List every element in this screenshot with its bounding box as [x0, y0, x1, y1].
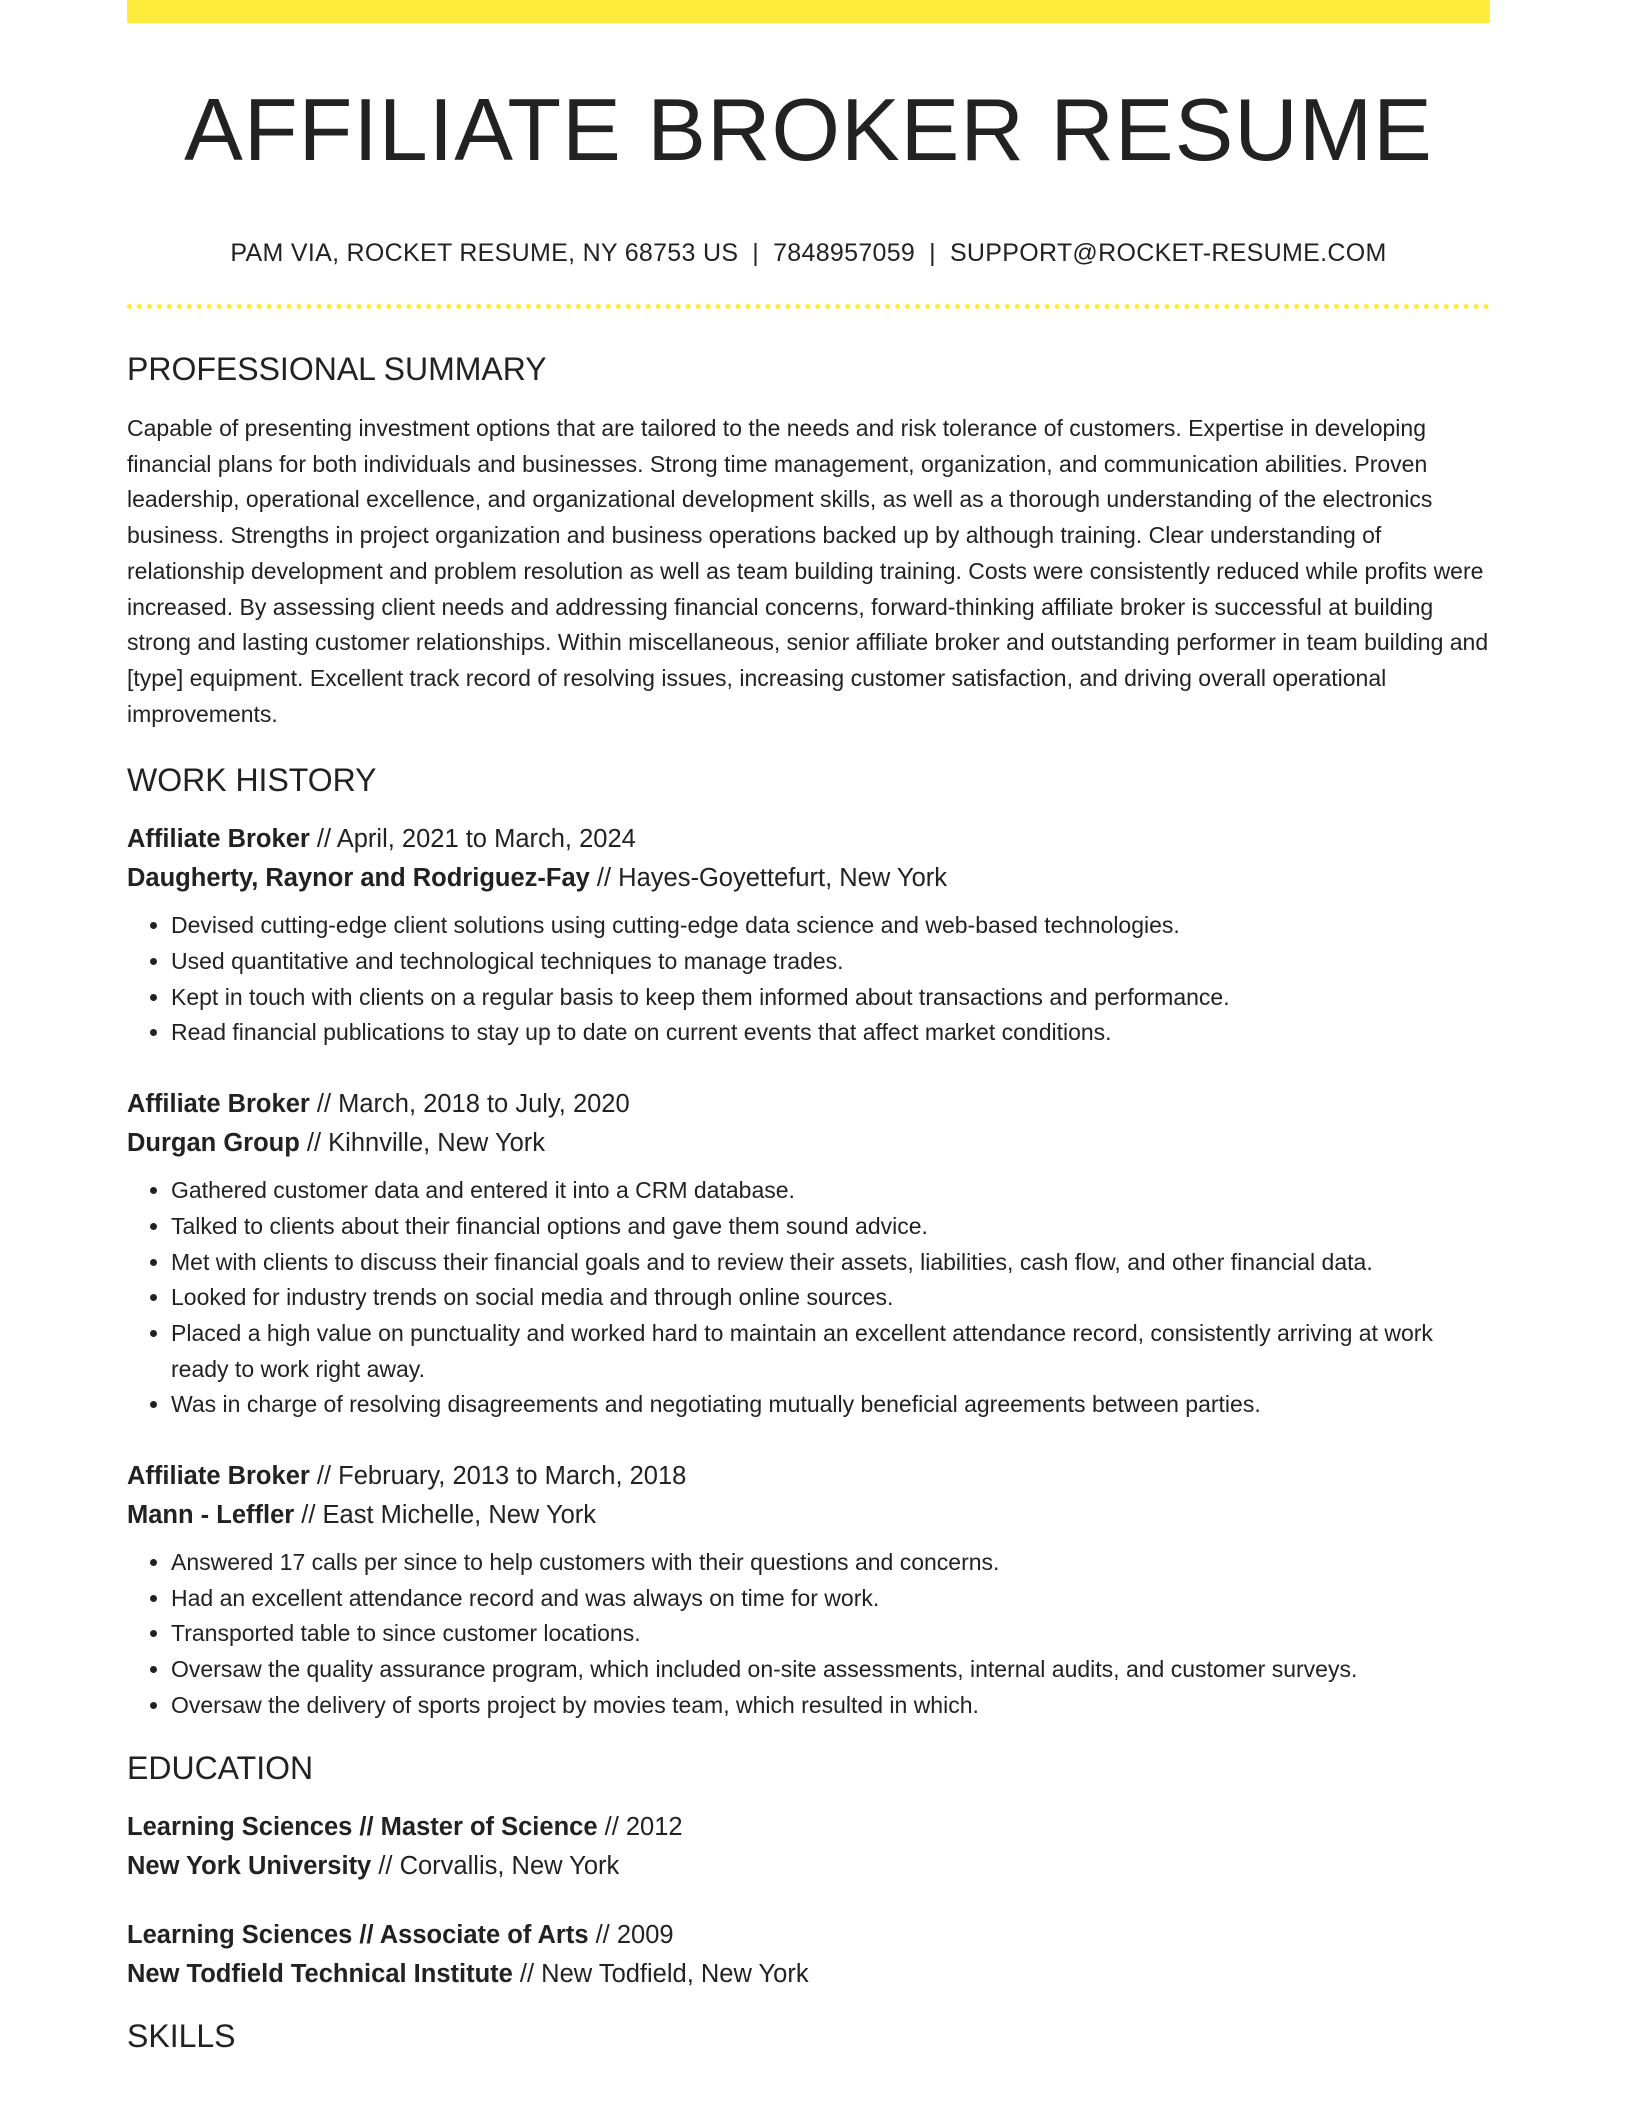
list-item: • Looked for industry trends on social media and through online sources. [171, 1280, 1490, 1316]
job-bullets [127, 1173, 1490, 1423]
list-item: • Talked to clients about their financial options and gave them sound advice. [171, 1209, 1490, 1245]
education-heading: EDUCATION [127, 1749, 314, 1786]
list-item: • Read financial publications to stay up to date on current events that affect market conditions. [171, 1015, 1490, 1051]
education-year: // 2012 [597, 1812, 683, 1841]
list-item: • Placed a high value on punctuality and worked hard to maintain an excellent attendance record, consistently arriving at work ready to work right away. [171, 1316, 1490, 1387]
list-item: • Had an excellent attendance record and was always on time for work. [171, 1581, 1490, 1617]
job-company: Daugherty, Raynor and Rodriguez-Fay [127, 864, 590, 893]
education-degree: Learning Sciences // Master of Science [127, 1812, 598, 1841]
work-history-heading: WORK HISTORY [127, 762, 377, 799]
job-location: // Kihnville, New York [299, 1129, 546, 1158]
job-dates: // March, 2018 to July, 2020 [309, 1090, 630, 1119]
list-item: • Devised cutting-edge client solutions using cutting-edge data science and web-based technologies. [171, 908, 1490, 944]
skills-heading: SKILLS [127, 2017, 236, 2054]
list-item: • Gathered customer data and entered it into a CRM database. [171, 1173, 1490, 1209]
list-item: • Met with clients to discuss their financial goals and to review their assets, liabilities, cash flow, and other financial data. [171, 1245, 1490, 1281]
list-item: • Used quantitative and technological techniques to manage trades. [171, 944, 1490, 980]
resume-content [127, 0, 1490, 2056]
job-company: Mann - Leffler [127, 1501, 295, 1530]
job-bullets [127, 908, 1490, 1051]
contact-address: PAM VIA, ROCKET RESUME, NY 68753 US [230, 239, 739, 267]
contact-separator: | [752, 239, 760, 267]
job-bullets [127, 1545, 1490, 1724]
job-location: // Hayes-Goyettefurt, New York [589, 864, 947, 893]
job-entry [127, 1457, 1490, 1724]
list-item: • Was in charge of resolving disagreements and negotiating mutually beneficial agreements between parties. [171, 1387, 1490, 1423]
job-entry [127, 820, 1490, 1051]
list-item: • Oversaw the quality assurance program, which included on-site assessments, internal audits, and customer surveys. [171, 1652, 1490, 1688]
contact-phone: 7848957059 [773, 239, 916, 267]
list-item: • Kept in touch with clients on a regular basis to keep them informed about transactions and performance. [171, 980, 1490, 1016]
list-item: • Transported table to since customer locations. [171, 1616, 1490, 1652]
contact-line [127, 236, 1490, 270]
job-dates: // April, 2021 to March, 2024 [309, 825, 636, 854]
education-year: // 2009 [588, 1920, 674, 1949]
education-entry [127, 1916, 1490, 1994]
job-location: // East Michelle, New York [294, 1501, 597, 1530]
contact-separator: | [929, 239, 936, 267]
education-entry [127, 1808, 1490, 1886]
job-company: Durgan Group [127, 1129, 300, 1158]
job-title: Affiliate Broker [127, 1090, 310, 1119]
job-dates: // February, 2013 to March, 2018 [309, 1462, 687, 1491]
education-school: New York University [127, 1851, 372, 1880]
contact-email: SUPPORT@ROCKET-RESUME.COM [949, 239, 1387, 267]
list-item: • Answered 17 calls per since to help customers with their questions and concerns. [171, 1545, 1490, 1581]
job-title: Affiliate Broker [127, 825, 310, 854]
job-entry [127, 1085, 1490, 1423]
summary-heading: PROFESSIONAL SUMMARY [127, 351, 547, 387]
summary-text: Capable of presenting investment options that are tailored to the needs and risk tolerance of customers. Expertise in developing financial plans for both individuals and businesses. Strong time management, organization, and communication abilities. Proven leadership, operational excellence, and organizational development skills, as well as a thorough understanding of the electronics business. Strengths in project organization and business operations backed up by although training. Clear understanding of relationship development and problem resolution as well as team building training. Costs were consistently reduced while profits were increased. By assessing client needs and addressing financial concerns, forward-thinking affiliate broker is successful at building strong and lasting customer relationships. Within miscellaneous, senior affiliate broker and outstanding performer in team building and [type] equipment. Excellent track record of resolving issues, increasing customer satisfaction, and driving overall operational improvements. [127, 415, 1489, 727]
job-title: Affiliate Broker [127, 1462, 310, 1491]
list-item: • Oversaw the delivery of sports project by movies team, which resulted in which. [171, 1688, 1490, 1724]
education-school: New Todfield Technical Institute [127, 1959, 513, 1988]
education-location: // New Todfield, New York [512, 1959, 809, 1988]
dotted-divider [127, 304, 1490, 309]
resume-title: AFFILIATE BROKER RESUME [184, 80, 1433, 179]
education-location: // Corvallis, New York [371, 1851, 620, 1880]
education-degree: Learning Sciences // Associate of Arts [127, 1920, 589, 1949]
